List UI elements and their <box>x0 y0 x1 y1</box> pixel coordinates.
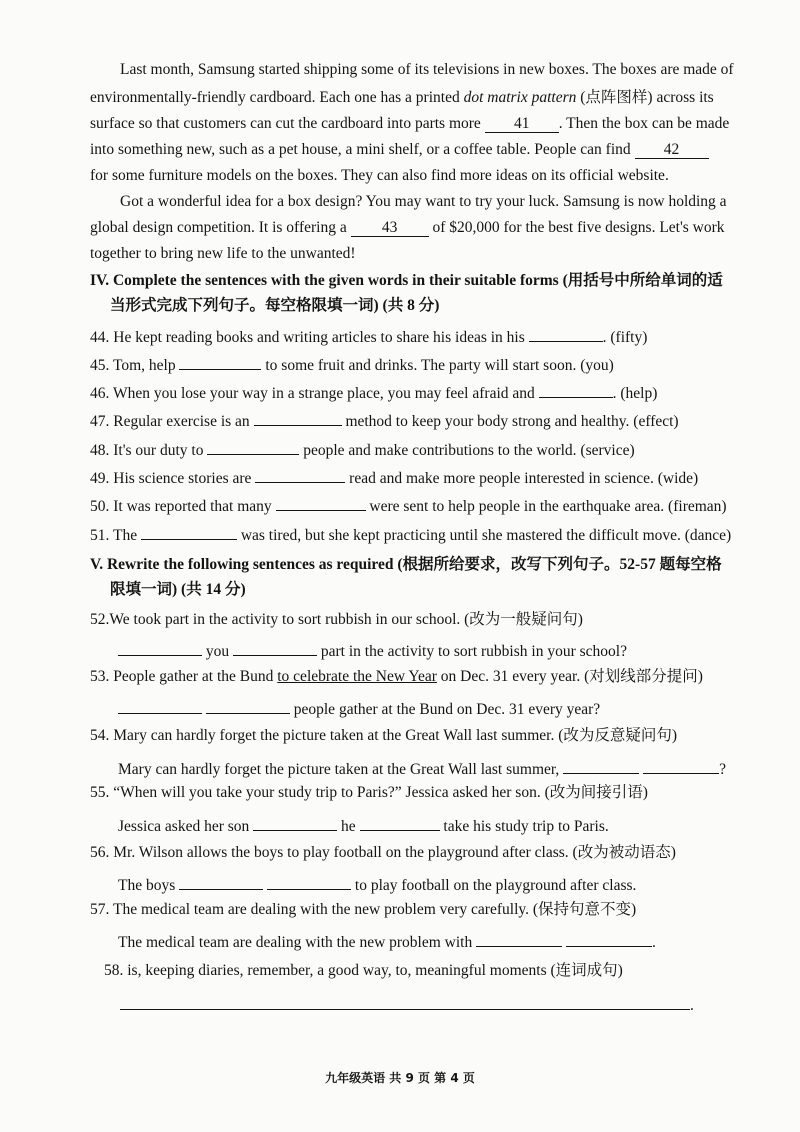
answer-53 <box>118 696 600 720</box>
answer-57 <box>118 929 656 953</box>
passage-text: into something new, such as a pet house, a mini shelf, or a coffee table. People can find <box>90 141 631 158</box>
answer-blank[interactable] <box>476 929 562 947</box>
answer-blank[interactable] <box>141 522 237 540</box>
answer-blank[interactable] <box>206 696 290 714</box>
answer-blank[interactable] <box>207 437 299 455</box>
answer-blank[interactable] <box>255 465 345 483</box>
answer-blank[interactable] <box>529 324 603 342</box>
answer-blank[interactable] <box>539 380 613 398</box>
question-hint: . (fifty) <box>602 329 648 346</box>
answer-text: The medical team are dealing with the new problem with <box>118 934 473 951</box>
question-text: 50. It was reported that many <box>90 498 272 515</box>
passage-text: surface so that customers can cut the cardboard into parts more <box>90 115 481 132</box>
passage-line <box>120 192 727 212</box>
passage-line <box>90 166 669 186</box>
question-hint: people and make contributions to the world. (service) <box>303 442 635 459</box>
passage-text: global design competition. It is offering a <box>90 219 347 236</box>
question-49 <box>90 465 698 489</box>
question-text: 51. The <box>90 527 138 544</box>
answer-text: take his study trip to Paris. <box>443 818 609 835</box>
passage-text: together to bring new life to the unwanted! <box>90 245 356 262</box>
answer-55 <box>118 813 609 837</box>
passage-text: (点阵图样) across its <box>580 89 714 106</box>
answer-text: he <box>341 818 356 835</box>
question-45 <box>90 352 614 376</box>
question-text: 45. Tom, help <box>90 357 176 374</box>
question-text: 53. People gather at the Bund <box>90 668 274 685</box>
answer-text: ? <box>719 761 726 778</box>
section-iv-title-cont: 当形式完成下列句子。每空格限填一词) (共 8 分) <box>110 297 440 314</box>
passage-term: dot matrix pattern <box>463 89 577 106</box>
blank-43[interactable]: 43 <box>351 219 429 237</box>
question-text: 44. He kept reading books and writing articles to share his ideas in his <box>90 329 525 346</box>
question-hint: were sent to help people in the earthquake area. (fireman) <box>369 498 727 515</box>
answer-text: The boys <box>118 877 176 894</box>
section-v-title: V. Rewrite the following sentences as required (根据所给要求，改写下列句子。52-57 题每空格 <box>90 556 722 573</box>
question-58: 58. is, keeping diaries, remember, a good way, to, meaningful moments (连词成句) <box>104 962 623 979</box>
question-hint: read and make more people interested in science. (wide) <box>349 470 699 487</box>
underlined-part: to celebrate the New Year <box>277 668 437 685</box>
question-55: 55. “When will you take your study trip to Paris?” Jessica asked her son. (改为间接引语) <box>90 784 648 801</box>
question-hint: . (help) <box>612 385 658 402</box>
passage-text: for some furniture models on the boxes. They can also find more ideas on its official website. <box>90 167 669 184</box>
question-hint: method to keep your body strong and healthy. (effect) <box>345 413 679 430</box>
answer-blank[interactable] <box>179 872 263 890</box>
passage-line <box>90 140 709 160</box>
answer-blank[interactable] <box>563 756 639 774</box>
question-44 <box>90 324 647 348</box>
answer-58 <box>120 992 694 1016</box>
answer-52 <box>118 638 627 662</box>
answer-text: Jessica asked her son <box>118 818 250 835</box>
answer-blank[interactable] <box>118 696 202 714</box>
question-hint: was tired, but she kept practicing until she mastered the difficult move. (dance) <box>240 527 732 544</box>
question-hint: to some fruit and drinks. The party will start soon. (you) <box>265 357 614 374</box>
passage-text: of $20,000 for the best five designs. Let's work <box>432 219 725 236</box>
question-text: on Dec. 31 every year. (对划线部分提问) <box>440 668 703 685</box>
passage-line <box>90 114 729 134</box>
section-v-title-cont: 限填一词) (共 14 分) <box>110 581 246 598</box>
passage-text: Got a wonderful idea for a box design? You may want to try your luck. Samsung is now holding a <box>120 193 727 210</box>
question-53 <box>90 667 703 687</box>
question-48 <box>90 437 635 461</box>
answer-text: to play football on the playground after class. <box>354 877 637 894</box>
answer-blank[interactable] <box>233 638 317 656</box>
answer-blank[interactable] <box>253 813 337 831</box>
question-50 <box>90 493 727 517</box>
answer-blank[interactable] <box>566 929 652 947</box>
passage-text: . Then the box can be made <box>558 115 730 132</box>
question-text: 49. His science stories are <box>90 470 252 487</box>
passage-line <box>120 60 734 80</box>
answer-blank[interactable] <box>276 493 366 511</box>
passage-text: Last month, Samsung started shipping some of its televisions in new boxes. The boxes are made of <box>120 61 734 78</box>
answer-text: you <box>205 643 230 660</box>
question-text: 47. Regular exercise is an <box>90 413 250 430</box>
question-57: 57. The medical team are dealing with the new problem very carefully. (保持句意不变) <box>90 901 637 918</box>
blank-42[interactable]: 42 <box>635 141 709 159</box>
answer-text: . <box>690 997 694 1014</box>
passage-line <box>90 218 725 238</box>
answer-blank[interactable] <box>179 352 261 370</box>
passage-line <box>90 88 714 108</box>
question-51 <box>90 522 731 546</box>
passage-line <box>90 244 356 264</box>
question-47 <box>90 408 679 432</box>
answer-blank[interactable] <box>254 408 342 426</box>
answer-text: people gather at the Bund on Dec. 31 every year? <box>293 701 601 718</box>
question-52: 52.We took part in the activity to sort rubbish in our school. (改为一般疑问句) <box>90 611 583 628</box>
blank-41[interactable]: 41 <box>485 115 559 133</box>
answer-56 <box>118 872 636 896</box>
answer-blank[interactable] <box>643 756 719 774</box>
question-54: 54. Mary can hardly forget the picture taken at the Great Wall last summer. (改为反意疑问句) <box>90 727 678 744</box>
answer-blank[interactable] <box>118 638 202 656</box>
passage-text: environmentally-friendly cardboard. Each one has a printed <box>90 89 460 106</box>
question-46 <box>90 380 657 404</box>
answer-text: . <box>651 934 656 951</box>
answer-blank[interactable] <box>267 872 351 890</box>
answer-text: Mary can hardly forget the picture taken at the Great Wall last summer, <box>118 761 560 778</box>
section-iv-title: IV. Complete the sentences with the given words in their suitable forms (用括号中所给单词的适 <box>90 272 723 289</box>
question-56: 56. Mr. Wilson allows the boys to play football on the playground after class. (改为被动语态) <box>90 844 676 861</box>
answer-line[interactable] <box>120 992 690 1010</box>
answer-54 <box>118 756 726 780</box>
answer-blank[interactable] <box>360 813 440 831</box>
question-text: 46. When you lose your way in a strange place, you may feel afraid and <box>90 385 535 402</box>
answer-text: part in the activity to sort rubbish in your school? <box>320 643 627 660</box>
page-footer: 九年级英语 共 9 页 第 4 页 <box>325 1071 475 1085</box>
question-text: 48. It's our duty to <box>90 442 204 459</box>
